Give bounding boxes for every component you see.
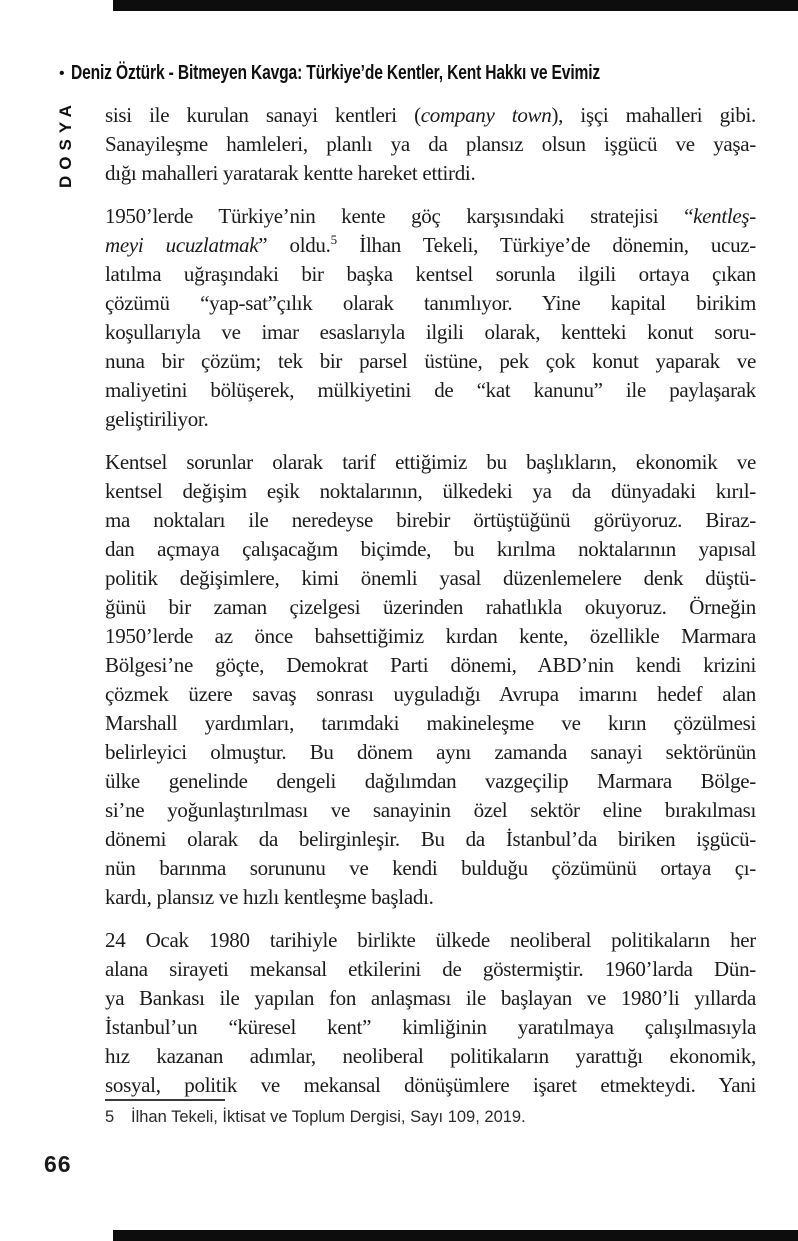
text-line: dığı mahalleri yaratarak kentte hareket ettirdi.	[105, 161, 476, 185]
body-text	[105, 101, 756, 1114]
text-line: dan açmaya çalışacağım biçimde, bu kırılma noktalarının yapısal	[105, 537, 756, 561]
running-header	[59, 62, 749, 85]
footnote-rule	[105, 1099, 225, 1101]
text-line: kentsel değişim eşik noktalarının, ülkedeki ya da dünyadaki kırıl-	[105, 479, 756, 503]
text-line: sisi ile kurulan sanayi kentleri (company town), işçi mahalleri gibi.	[105, 103, 756, 127]
text-line: sosyal, politik ve mekansal dönüşümlere işaret etmekteydi. Yani	[105, 1073, 756, 1097]
text-line: 1950’lerde Türkiye’nin kente göç karşısındaki stratejisi “kentleş-	[105, 204, 756, 228]
text-line: çözmek üzere savaş sonrası uyguladığı Avrupa imarını hedef alan	[105, 682, 756, 706]
text-line: meyi ucuzlatmak” oldu.$^5$ İlhan Tekeli, Türkiye’de dönemin, ucuz-	[105, 232, 756, 257]
text-line: maliyetini bölüşerek, mülkiyetini de “kat kanunu” ile paylaşarak	[105, 378, 756, 402]
header-author: Deniz Öztürk -	[70, 62, 178, 84]
text-line: 24 Ocak 1980 tarihiyle birlikte ülkede neoliberal politikaların her	[105, 928, 756, 952]
section-edge-bar-bottom	[113, 1230, 798, 1241]
text-line: koşullarıyla ve imar esaslarıyla ilgili olarak, kentteki konut soru-	[105, 320, 756, 344]
text-line: dönemi olarak da belirginleşir. Bu da İstanbul’da biriken işgücü-	[105, 827, 756, 851]
text-line: nün barınma sorununu ve kendi bulduğu çözümünü ortaya çı-	[105, 856, 756, 880]
text-line: alana sirayeti mekansal etkilerini de göstermiştir. 1960’larda Dün-	[105, 957, 756, 981]
text-line: Marshall yardımları, tarımdaki makineleşme ve kırın çözülmesi	[105, 711, 756, 735]
paragraph	[105, 202, 756, 434]
text-line: latılma uğraşındaki bir başka kentsel sorunla ilgili ortaya çıkan	[105, 262, 756, 286]
text-line: politik değişimlere, kimi önemli yasal düzenlemelere denk düştü-	[105, 566, 756, 590]
section-edge-bar-top	[113, 0, 798, 11]
text-line: hız kazanan adımlar, neoliberal politikaların yarattığı ekonomik,	[105, 1044, 756, 1068]
text-line: belirleyici olmuştur. Bu dönem aynı zamanda sanayi sektörünün	[105, 740, 756, 764]
text-line: ma noktaları ile neredeyse birebir örtüştüğünü görüyoruz. Biraz-	[105, 508, 756, 532]
bullet-icon: •	[59, 65, 65, 82]
text-line: İstanbul’un “küresel kent” kimliğinin yaratılmaya çalışılmasıyla	[105, 1015, 756, 1039]
text-line: 1950’lerde az önce bahsettiğimiz kırdan kente, özellikle Marmara	[105, 624, 756, 648]
text-line: geliştiriliyor.	[105, 407, 209, 431]
running-header-text	[71, 62, 600, 85]
footnote-number: 5	[105, 1108, 115, 1126]
paragraph	[105, 926, 756, 1100]
footnote	[105, 1099, 756, 1127]
text-line: Kentsel sorunlar olarak tarif ettiğimiz bu başlıkların, ekonomik ve	[105, 450, 756, 474]
text-line: Bölgesi’ne göçte, Demokrat Parti dönemi, ABD’nin kendi krizini	[105, 653, 756, 677]
footnote-text: İlhan Tekeli, İktisat ve Toplum Dergisi, Sayı 109, 2019.	[131, 1108, 526, 1126]
text-line: ğünü bir zaman çizelgesi üzerinden rahatlıkla okuyoruz. Örneğin	[105, 595, 756, 619]
text-line: si’ne yoğunlaştırılması ve sanayinin özel sektör eline bırakılması	[105, 798, 756, 822]
paragraph	[105, 101, 756, 188]
text-line: Sanayileşme hamleleri, planlı ya da plansız olsun işgücü ve yaşa-	[105, 132, 756, 156]
header-title: Bitmeyen Kavga: Türkiye’de Kentler, Kent Hakkı ve Evimiz	[177, 62, 600, 84]
text-line: ülke genelinde dengeli dağılımdan vazgeçilip Marmara Bölge-	[105, 769, 756, 793]
text-line: çözümü “yap-sat”çılık olarak tanımlıyor. Yine kapital birikim	[105, 291, 756, 315]
text-line: kardı, plansız ve hızlı kentleşme başladı.	[105, 885, 434, 909]
text-line: ya Bankası ile yapılan fon anlaşması ile başlayan ve 1980’li yıllarda	[105, 986, 756, 1010]
section-label-dosya: DOSYA	[56, 99, 75, 188]
footnote-reference: 5	[330, 232, 338, 247]
text-line: nuna bir çözüm; tek bir parsel üstüne, pek çok konut yaparak ve	[105, 349, 756, 373]
footnote-row	[105, 1108, 756, 1127]
paragraph	[105, 448, 756, 912]
page-number: 66	[44, 1151, 72, 1177]
